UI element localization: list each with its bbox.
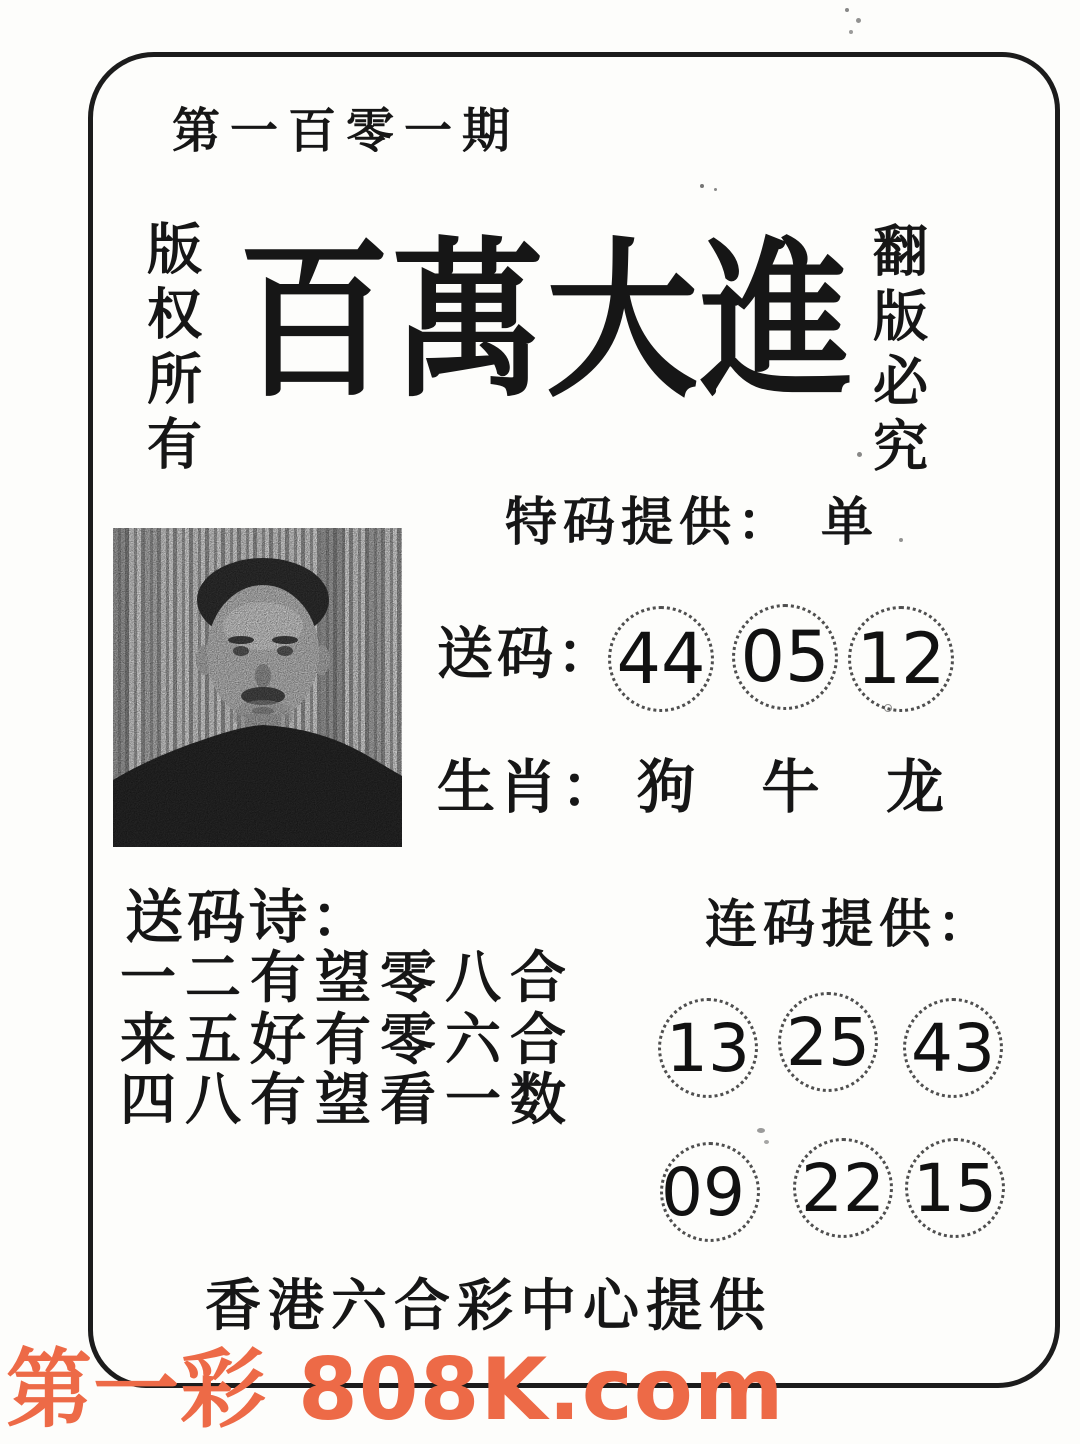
issue-number: 第一百零一期	[172, 105, 521, 158]
portrait-photo	[113, 528, 402, 847]
send-code-circle-1	[608, 606, 714, 712]
poem-line-3: 四八有望看一数	[120, 1070, 575, 1132]
portrait-photo-graphic	[113, 528, 402, 847]
consecutive-number: 43	[911, 1009, 995, 1087]
consecutive-circle-r1-2	[778, 992, 878, 1092]
send-code-label: 送码：	[437, 624, 617, 686]
zodiac-label: 生肖：	[437, 755, 624, 820]
consecutive-number: 09	[661, 1153, 745, 1231]
poem-line-1: 一二有望零八合	[120, 948, 575, 1010]
watermark-site-text: 第一彩 808K.com	[6, 1340, 785, 1440]
zodiac-line	[437, 740, 970, 824]
footer-provider-line: 香港六合彩中心提供	[205, 1276, 772, 1338]
consecutive-circle-r2-2	[793, 1138, 893, 1238]
scan-noise-speck	[899, 538, 903, 542]
scan-noise-speck	[884, 704, 892, 712]
send-code-circle-2	[732, 604, 838, 710]
scan-noise-speck	[849, 30, 853, 34]
scan-noise-speck	[714, 188, 717, 191]
special-code-line	[505, 480, 879, 555]
consecutive-circle-r2-1	[660, 1142, 760, 1242]
consecutive-codes-label: 连码提供：	[705, 897, 996, 954]
consecutive-circle-r2-3	[905, 1138, 1005, 1238]
scan-noise-speck	[757, 1128, 765, 1133]
consecutive-number: 25	[786, 1003, 870, 1081]
scan-noise-speck	[764, 1140, 769, 1144]
send-code-circle-3	[848, 606, 954, 712]
scan-noise-speck	[700, 184, 704, 188]
zodiac-value: 狗 牛 龙	[637, 755, 971, 820]
copyright-vertical-text: 版权所有	[139, 220, 200, 480]
scan-noise-speck	[857, 452, 862, 457]
special-code-value: 单	[821, 495, 880, 552]
send-code-number: 05	[740, 616, 830, 698]
send-code-number: 44	[616, 618, 706, 700]
send-code-number: 12	[856, 618, 946, 700]
consecutive-number: 13	[666, 1009, 750, 1087]
consecutive-circle-r1-1	[658, 998, 758, 1098]
poem-line-2: 来五好有零六合	[120, 1010, 575, 1072]
special-code-label: 特码提供：	[505, 495, 796, 552]
piracy-vertical-text: 翻版必究	[865, 222, 926, 482]
consecutive-circle-r1-3	[903, 998, 1003, 1098]
scan-noise-speck	[856, 18, 861, 23]
scan-noise-speck	[845, 8, 849, 12]
page-title: 百萬大進	[238, 229, 854, 418]
poem-title: 送码诗：	[125, 885, 374, 950]
consecutive-number: 15	[913, 1149, 997, 1227]
consecutive-number: 22	[801, 1149, 885, 1227]
